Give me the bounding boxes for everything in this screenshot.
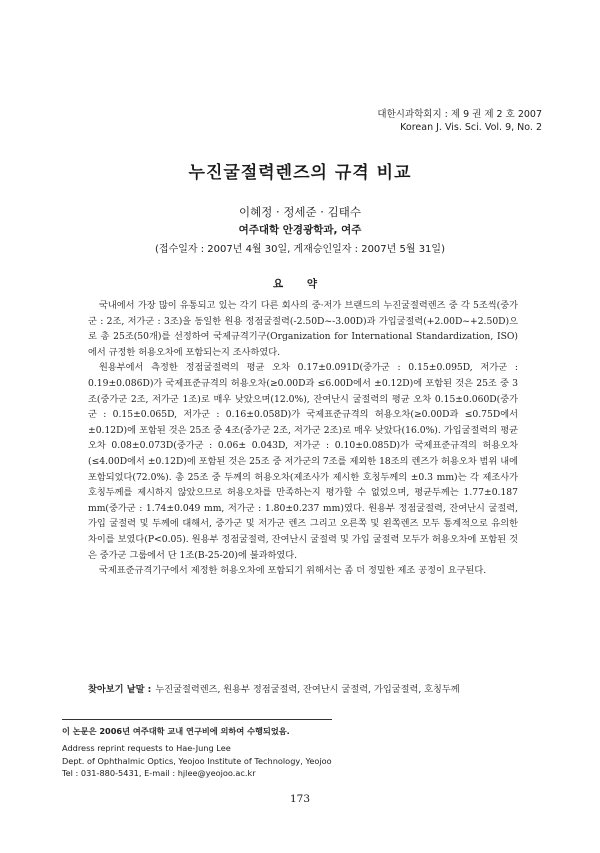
funding-note: 이 논문은 2006년 여주대학 교내 연구비에 의하여 수행되었음. [62,726,290,736]
journal-citation-korean: 대한시과학회지 : 제 9 권 제 2 호 2007 [377,109,542,120]
abstract-body [88,298,518,579]
submission-dates: (접수일자 : 2007년 4월 30일, 게재승인일자 : 2007년 5월 31일) [155,244,445,255]
keywords-label: 찾아보기 낱말 : [88,684,152,695]
abstract-paragraph: 원용부에서 측정한 정점굴절력의 평균 오차 0.17±0.091D(중가군 : 0.15±0.095D, 저가군 : 0.19±0.086D)가 국제표준규격의 허용오차(≥0.00D과 ≤6.00D에서 ±0.12D)에 포함된 것은 25조 중 3조(중가군 2조, 저가군 1조)로 매우 낮았으며(12.0%), 잔여난시 굴절력의 평균 오차 0.15±0.060D(중가군 : 0.15±0.065D, 저가군 : 0.16±0.058D)가 국제표준규격의 허용오차(≥0.00D과 ≤0.75D에서 ±0.12D)에 포함된 것은 25조 중 4조(중가군 2조, 저가군 2조)로 매우 낮았다(16.0%). 가입굴절력의 평균 오차 0.08±0.073D(중가군 : 0.06± 0.043D, 저가군 : 0.10±0.085D)가 국제표준규격의 허용오차(≤4.00D에서 ±0.12D)에 포함된 것은 25조 중 저가군의 7조를 제외한 18조의 렌즈가 허용오차 범위 내에 포함되었다(72.0%). 총 25조 중 두께의 허용오차(제조사가 제시한 호칭두께의 ±0.3 mm)는 각 제조사가 호칭두께를 제시하지 않았으므로 허용오차를 만족하는지 평가할 수 없었으며, 평균두께는 1.77±0.187 mm(중가군 : 1.74±0.049 mm, 저가군 : 1.80±0.237 mm)였다. 원용부 정점굴절력, 잔여난시 굴절력, 가입 굴절력 및 두께에 대해서, 중가군 및 저가군 렌즈 그리고 오른쪽 및 왼쪽렌즈 모두 통계적으로 유의한 차이를 보였다(P<0.05). 원용부 정점굴절력, 잔여난시 굴절력 및 가입 굴절력 모두가 허용오차에 포함된 것은 중가군 그룹에서 단 1조(B-25-20)에 불과하였다. [88,362,518,561]
author-list: 이혜정 · 정세준 · 김태수 [239,205,361,219]
journal-citation [377,108,542,134]
contact-info: Tel : 031-880-5431, E-mail : hjlee@yeojoo.ac.kr [62,768,256,779]
journal-citation-english: Korean J. Vis. Sci. Vol. 9, No. 2 [400,122,542,133]
abstract-heading: 요 약 [273,278,327,290]
abstract-paragraph: 국제표준규격기구에서 제정한 허용오차에 포함되기 위해서는 좀 더 정밀한 제조 공정이 요구된다. [99,565,487,577]
page-number: 173 [289,793,311,805]
affiliation: 여주대학 안경광학과, 여주 [238,224,362,236]
paper-title: 누진굴절력렌즈의 규격 비교 [188,163,412,183]
footnote [62,725,542,780]
author-department: Dept. of Ophthalmic Optics, Yeojoo Institute of Technology, Yeojoo [62,755,332,766]
reprint-request: Address reprint requests to Hae-Jung Lee [62,743,231,754]
abstract-paragraph: 국내에서 가장 많이 유통되고 있는 각기 다른 회사의 중·저가 브랜드의 누진굴절력렌즈 중 각 5조씩(중가군 : 2조, 저가군 : 3조)을 동일한 원용 정점굴절력(-2.50D~-3.00D)과 가입굴절력(+2.00D~+2.50D)으로 총 25조(50개)를 선정하여 국제규격기구(Organization for International Standardization, ISO)에서 규정한 허용오차에 포함되는지 조사하였다. [88,300,518,358]
keywords [88,683,528,697]
footnote-divider [62,719,332,720]
keywords-text: 누진굴절력렌즈, 원용부 정점굴절력, 잔여난시 굴절력, 가입굴절력, 호칭두께 [155,684,460,695]
